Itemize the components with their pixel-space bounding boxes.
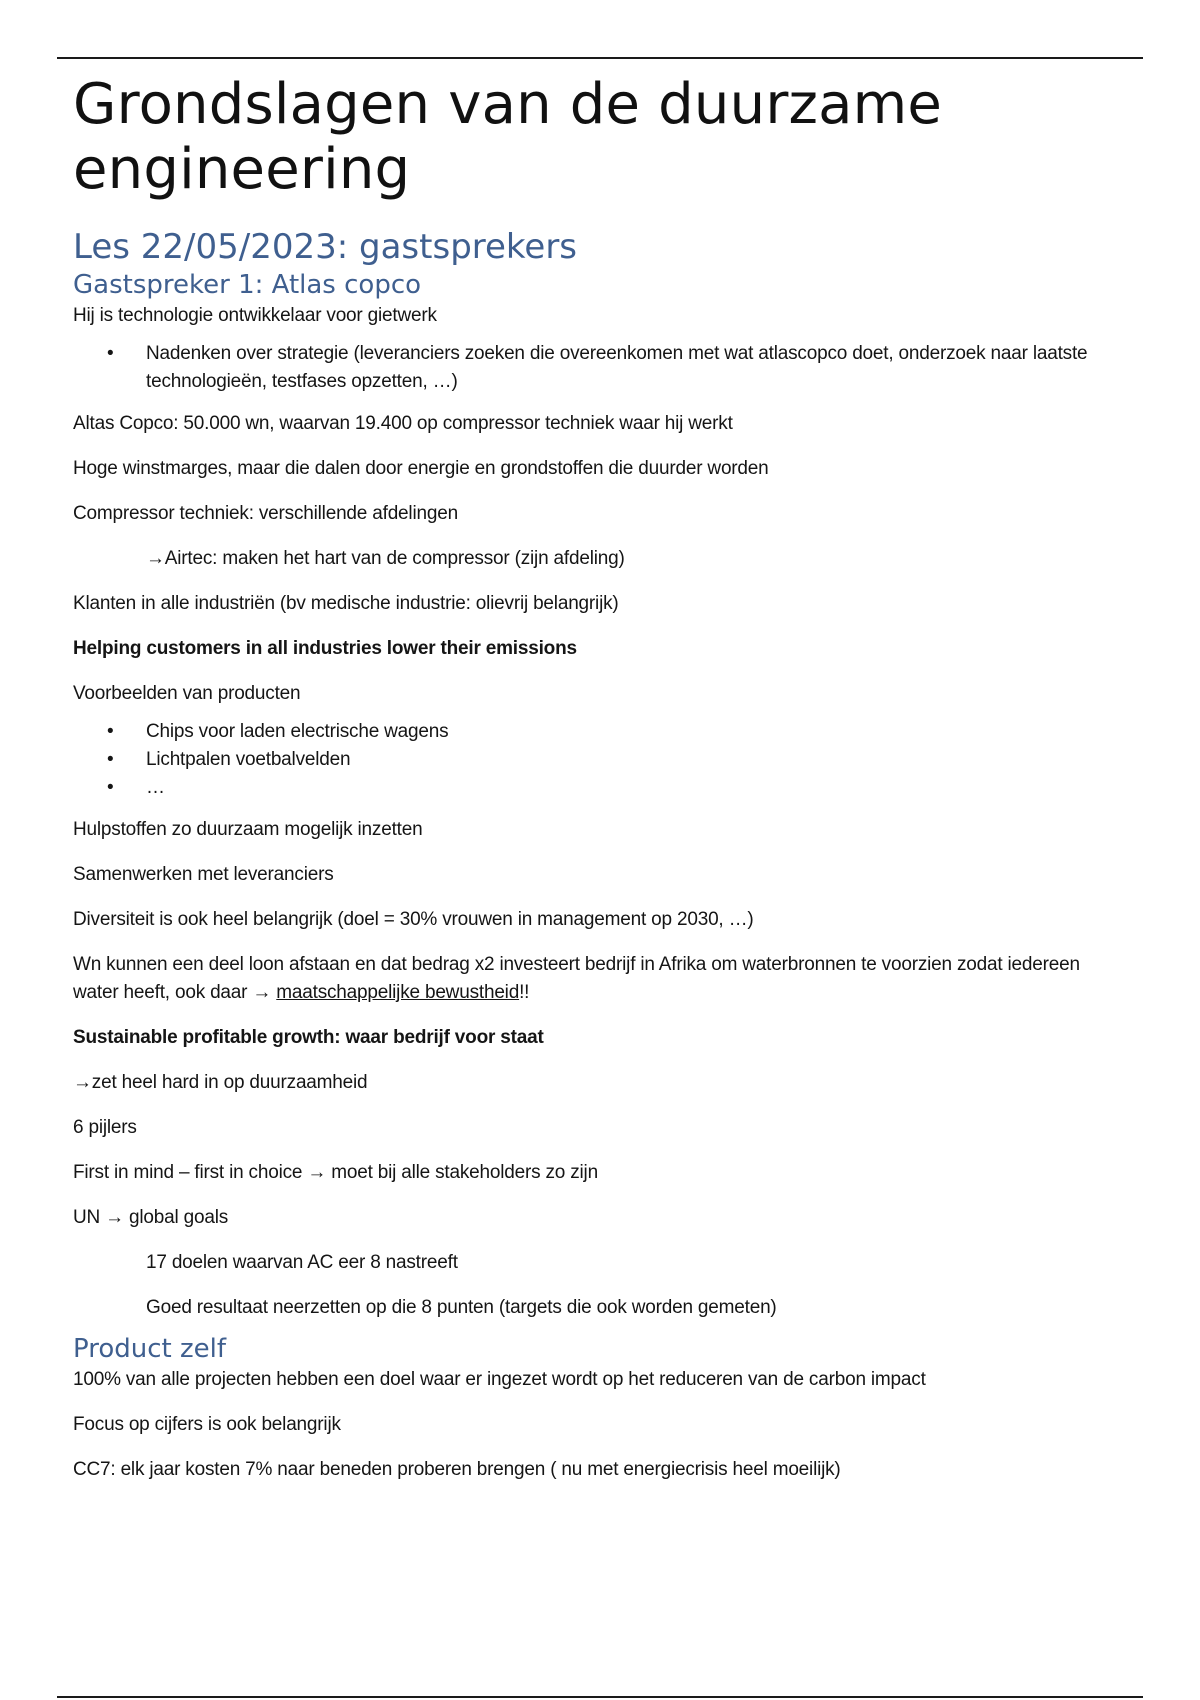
paragraph-100: 100% van alle projecten hebben een doel waar er ingezet wordt op het reduceren van de carbon impact: [73, 1369, 926, 1390]
document-page: [73, 72, 1123, 1501]
document-title: Grondslagen van de duurzame engineering: [73, 72, 943, 202]
paragraph-cc7: CC7: elk jaar kosten 7% naar beneden proberen brengen ( nu met energiecrisis heel moeilijk): [73, 1459, 841, 1480]
lesson-heading: Les 22/05/2023: gastsprekers: [73, 227, 578, 267]
paragraph-airtec: →Airtec: maken het hart van de compressor (zijn afdeling): [146, 548, 625, 569]
list-item: • Lichtpalen voetbalvelden: [107, 749, 351, 770]
paragraph-compressor: Compressor techniek: verschillende afdelingen: [73, 503, 458, 524]
paragraph-voorbeelden: Voorbeelden van producten: [73, 683, 301, 704]
paragraph-hulpstoffen: Hulpstoffen zo duurzaam mogelijk inzetten: [73, 819, 423, 840]
paragraph-samenwerken: Samenwerken met leveranciers: [73, 864, 334, 885]
underlined-phrase: maatschappelijke bewustheid: [276, 982, 520, 1003]
top-rule: [57, 57, 1143, 59]
list-item: • Nadenken over strategie (leveranciers zoeken die overeenkomen met wat atlascopco doet, onderzoek naar laatste technologieën, testfases opzetten, …): [107, 343, 1088, 392]
speaker-heading: Gastspreker 1: Atlas copco: [73, 270, 422, 300]
paragraph-klanten: Klanten in alle industriën (bv medische industrie: olievrij belangrijk): [73, 593, 619, 614]
products-list: [73, 718, 1123, 802]
product-heading: Product zelf: [73, 1334, 227, 1364]
intro-paragraph: Hij is technologie ontwikkelaar voor gietwerk: [73, 305, 437, 326]
list-item: • Chips voor laden electrische wagens: [107, 721, 449, 742]
paragraph-diversiteit: Diversiteit is ook heel belangrijk (doel = 30% vrouwen in management op 2030, …): [73, 909, 754, 930]
paragraph-goed: Goed resultaat neerzetten op die 8 punten (targets die ook worden gemeten): [146, 1297, 777, 1318]
paragraph-zet: →zet heel hard in op duurzaamheid: [73, 1072, 368, 1093]
paragraph-sustainable: Sustainable profitable growth: waar bedrijf voor staat: [73, 1027, 544, 1048]
paragraph-helping: Helping customers in all industries lower their emissions: [73, 638, 577, 659]
paragraph-first: First in mind – first in choice → moet bij alle stakeholders zo zijn: [73, 1162, 598, 1183]
paragraph-un: UN → global goals: [73, 1207, 229, 1228]
paragraph-wn: Wn kunnen een deel loon afstaan en dat bedrag x2 investeert bedrijf in Afrika om waterbronnen te voorzien zodat iedereen water heeft, ook daar → maatschappelijke bewustheid!!: [73, 954, 1080, 1003]
paragraph-focus: Focus op cijfers is ook belangrijk: [73, 1414, 341, 1435]
paragraph-altas: Altas Copco: 50.000 wn, waarvan 19.400 op compressor techniek waar hij werkt: [73, 413, 733, 434]
bottom-rule: [57, 1696, 1143, 1698]
paragraph-pijlers: 6 pijlers: [73, 1117, 137, 1138]
strategy-list: [73, 340, 1123, 396]
paragraph-17-goals: 17 doelen waarvan AC eer 8 nastreeft: [146, 1252, 458, 1273]
list-item: • …: [107, 777, 165, 798]
paragraph-margins: Hoge winstmarges, maar die dalen door energie en grondstoffen die duurder worden: [73, 458, 769, 479]
